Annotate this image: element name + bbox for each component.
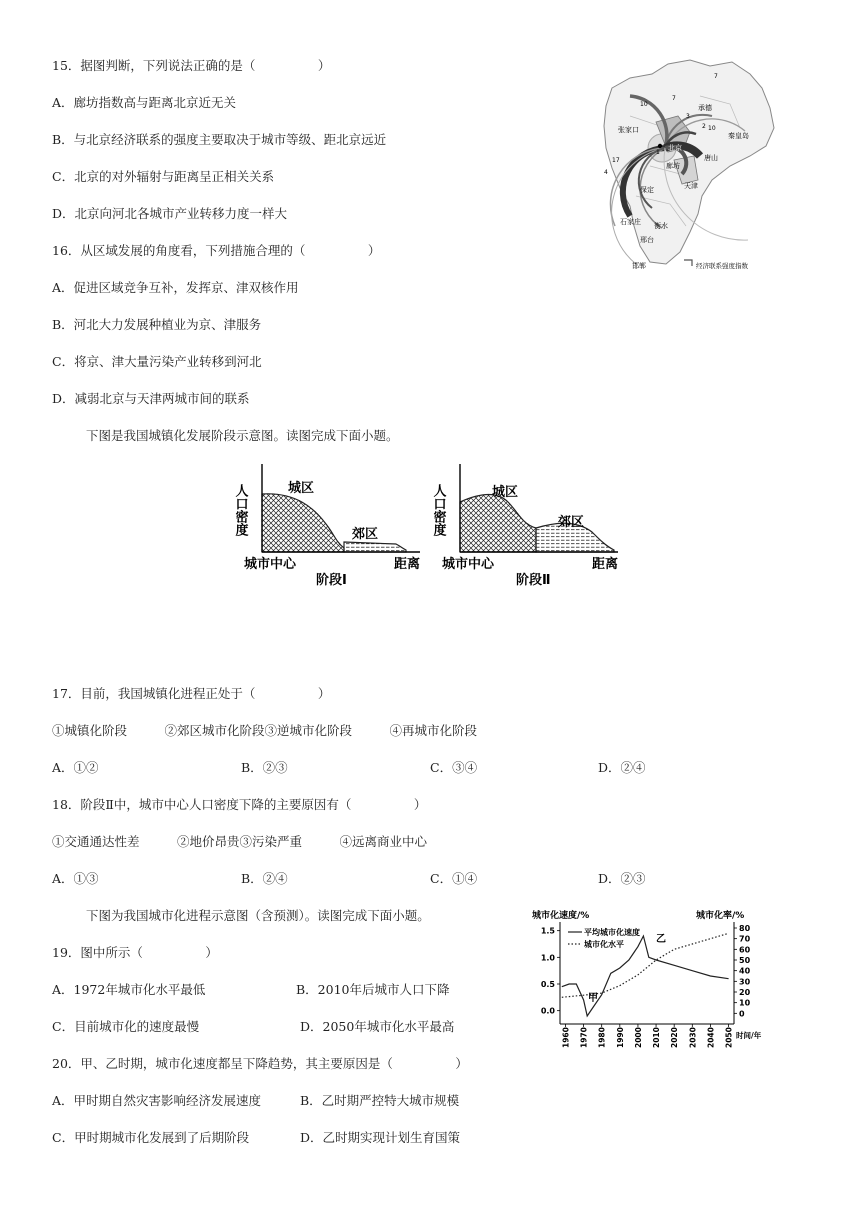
city-label-handan: 邯郸 bbox=[632, 262, 646, 270]
chart-x-tick-label: 2030 bbox=[688, 1027, 698, 1048]
chart-x-tick-label: 2020 bbox=[670, 1027, 680, 1048]
chart-x-label: 时间/年 bbox=[736, 1031, 762, 1040]
city-label-baoding: 保定 bbox=[640, 186, 654, 194]
index-number: 7 bbox=[714, 73, 718, 80]
q15-option-d[interactable]: D．北京向河北各城市产业转移力度一样大 bbox=[52, 206, 288, 221]
stage-2-suburb-label: 郊区 bbox=[558, 515, 585, 530]
stage-1-suburb-label: 郊区 bbox=[352, 527, 379, 542]
q19-option-d[interactable]: D．2050年城市化水平最高 bbox=[300, 1019, 455, 1034]
chart-right-tick-label: 50 bbox=[739, 956, 751, 965]
economic-linkage-map bbox=[590, 56, 790, 278]
city-label-tangshan: 唐山 bbox=[704, 154, 718, 162]
index-number: 1 bbox=[656, 149, 660, 156]
index-number: 10 bbox=[640, 101, 648, 108]
index-number: 4 bbox=[604, 169, 608, 176]
q16-option-d[interactable]: D．减弱北京与天津两城市间的联系 bbox=[52, 391, 250, 406]
chart-right-tick-label: 10 bbox=[739, 998, 751, 1008]
q16-option-c[interactable]: C．将京、津大量污染产业转移到河北 bbox=[52, 354, 262, 369]
chart-right-tick-label: 30 bbox=[739, 977, 751, 987]
q16-option-b[interactable]: B．河北大力发展种植业为京、津服务 bbox=[52, 317, 262, 332]
chart-x-tick-label: 2000 bbox=[633, 1027, 643, 1048]
q17-option-b[interactable]: B．②③ bbox=[241, 760, 288, 775]
city-label-zhangjiakou: 张家口 bbox=[618, 126, 639, 134]
stage-2-diagram bbox=[431, 464, 619, 588]
q15-option-c[interactable]: C．北京的对外辐射与距离呈正相关关系 bbox=[52, 169, 275, 184]
chart-left-tick-label: 1.0 bbox=[540, 953, 555, 963]
q18-option-c[interactable]: C．①④ bbox=[430, 871, 478, 886]
stage-1-xlabel-right: 距离 bbox=[394, 557, 421, 572]
urbanization-process-chart bbox=[522, 906, 772, 1046]
chart-y-right-label: 城市化率/% bbox=[696, 911, 745, 921]
q19-stem: 19．图中所示（ ） bbox=[52, 945, 218, 960]
stage-2-xlabel-right: 距离 bbox=[592, 557, 619, 572]
stage-2-urban-label: 城区 bbox=[492, 485, 519, 500]
chart-x-tick-label: 1970 bbox=[579, 1027, 589, 1048]
city-label-beijing: 北京 bbox=[668, 144, 682, 152]
chart-right-tick-label: 0 bbox=[739, 1009, 745, 1019]
city-label-shijiazhuang: 石家庄 bbox=[620, 218, 641, 226]
chart-left-tick-label: 0.0 bbox=[540, 1006, 555, 1016]
chart-x-tick-label: 2040 bbox=[706, 1027, 716, 1048]
stage-1-title: 阶段Ⅰ bbox=[316, 573, 347, 588]
q18-stem: 18．阶段Ⅱ中，城市中心人口密度下降的主要原因有（ ） bbox=[52, 797, 427, 812]
index-number: 10 bbox=[708, 125, 716, 132]
q20-option-a[interactable]: A．甲时期自然灾害影响经济发展速度 bbox=[52, 1093, 262, 1108]
label-yi: 乙 bbox=[656, 934, 666, 945]
q18-option-a[interactable]: A．①③ bbox=[52, 871, 99, 886]
intro-urbanization-chart: 下图为我国城市化进程示意图（含预测）。读图完成下面小题。 bbox=[86, 908, 430, 923]
q19-option-c[interactable]: C．目前城市化的速度最慢 bbox=[52, 1019, 200, 1034]
q20-option-b[interactable]: B．乙时期严控特大城市规模 bbox=[300, 1093, 460, 1108]
index-number: 7 bbox=[672, 95, 676, 102]
q17-option-c[interactable]: C．③④ bbox=[430, 760, 478, 775]
q17-stem: 17．目前，我国城镇化进程正处于（ ） bbox=[52, 686, 331, 701]
chart-right-tick-label: 70 bbox=[739, 934, 751, 944]
chart-x-tick-label: 2050 bbox=[724, 1027, 734, 1048]
q16-option-a[interactable]: A．促进区域竞争互补，发挥京、津双核作用 bbox=[52, 280, 299, 295]
index-number: 17 bbox=[612, 157, 620, 164]
q19-option-a[interactable]: A．1972年城市化水平最低 bbox=[52, 982, 206, 997]
stage-1-diagram bbox=[233, 464, 421, 588]
legend-speed: 平均城市化速度 bbox=[584, 928, 640, 937]
city-label-tianjin: 天津 bbox=[684, 182, 698, 190]
q15-option-a[interactable]: A．廊坊指数高与距离北京近无关 bbox=[52, 95, 237, 110]
q20-option-d[interactable]: D．乙时期实现计划生育国策 bbox=[300, 1130, 461, 1145]
chart-y-left-label: 城市化速度/% bbox=[532, 911, 590, 921]
legend-level: 城市化水平 bbox=[584, 940, 624, 949]
stage-1-xlabel-left: 城市中心 bbox=[244, 557, 297, 572]
city-label-chengde: 承德 bbox=[698, 104, 712, 112]
stage-2-ylabel: 人口密度 bbox=[430, 484, 446, 536]
chart-right-tick-label: 20 bbox=[739, 988, 751, 997]
map-legend: 经济联系强度指数 bbox=[696, 262, 748, 270]
chart-right-tick-label: 40 bbox=[739, 966, 751, 976]
chart-x-tick-label: 1990 bbox=[615, 1027, 625, 1048]
q17-option-a[interactable]: A．①② bbox=[52, 760, 99, 775]
intro-stage-figure: 下图是我国城镇化发展阶段示意图。读图完成下面小题。 bbox=[86, 428, 399, 443]
q15-stem: 15．据图判断，下列说法正确的是（ ） bbox=[52, 58, 331, 73]
chart-right-tick-label: 80 bbox=[739, 924, 751, 933]
chart-left-tick-label: 1.5 bbox=[540, 926, 555, 936]
q20-stem: 20．甲、乙时期，城市化速度都呈下降趋势，其主要原因是（ ） bbox=[52, 1056, 468, 1071]
chart-x-tick-label: 1960 bbox=[561, 1027, 571, 1048]
index-number: 2 bbox=[702, 123, 706, 130]
label-jia: 甲 bbox=[588, 993, 598, 1004]
chart-right-tick-label: 60 bbox=[739, 945, 751, 955]
q17-items: ①城镇化阶段 ②郊区城市化阶段③逆城市化阶段 ④再城市化阶段 bbox=[52, 723, 478, 738]
q18-option-b[interactable]: B．②④ bbox=[241, 871, 288, 886]
stage-1-ylabel: 人口密度 bbox=[232, 484, 248, 536]
chart-x-tick-label: 1980 bbox=[597, 1027, 607, 1048]
urbanization-stage-figure bbox=[232, 458, 636, 590]
index-number: 3 bbox=[686, 113, 690, 120]
stage-1-urban-label: 城区 bbox=[288, 481, 315, 496]
chart-x-tick-label: 2010 bbox=[652, 1027, 662, 1048]
city-label-hengshui: 衡水 bbox=[654, 222, 668, 230]
q18-items: ①交通通达性差 ②地价昂贵③污染严重 ④远离商业中心 bbox=[52, 834, 428, 849]
city-label-langfang: 廊坊 bbox=[666, 162, 680, 170]
stage-2-title: 阶段Ⅱ bbox=[516, 573, 551, 588]
q19-option-b[interactable]: B．2010年后城市人口下降 bbox=[296, 982, 450, 997]
chart-left-tick-label: 0.5 bbox=[540, 980, 555, 989]
q17-option-d[interactable]: D．②④ bbox=[598, 760, 646, 775]
city-label-qinhuangdao: 秦皇岛 bbox=[728, 132, 749, 140]
q20-option-c[interactable]: C．甲时期城市化发展到了后期阶段 bbox=[52, 1130, 250, 1145]
q15-option-b[interactable]: B．与北京经济联系的强度主要取决于城市等级、距北京远近 bbox=[52, 132, 387, 147]
q16-stem: 16．从区域发展的角度看，下列措施合理的（ ） bbox=[52, 243, 381, 258]
stage-2-xlabel-left: 城市中心 bbox=[442, 557, 495, 572]
q18-option-d[interactable]: D．②③ bbox=[598, 871, 646, 886]
city-label-xingtai: 邢台 bbox=[640, 236, 654, 244]
